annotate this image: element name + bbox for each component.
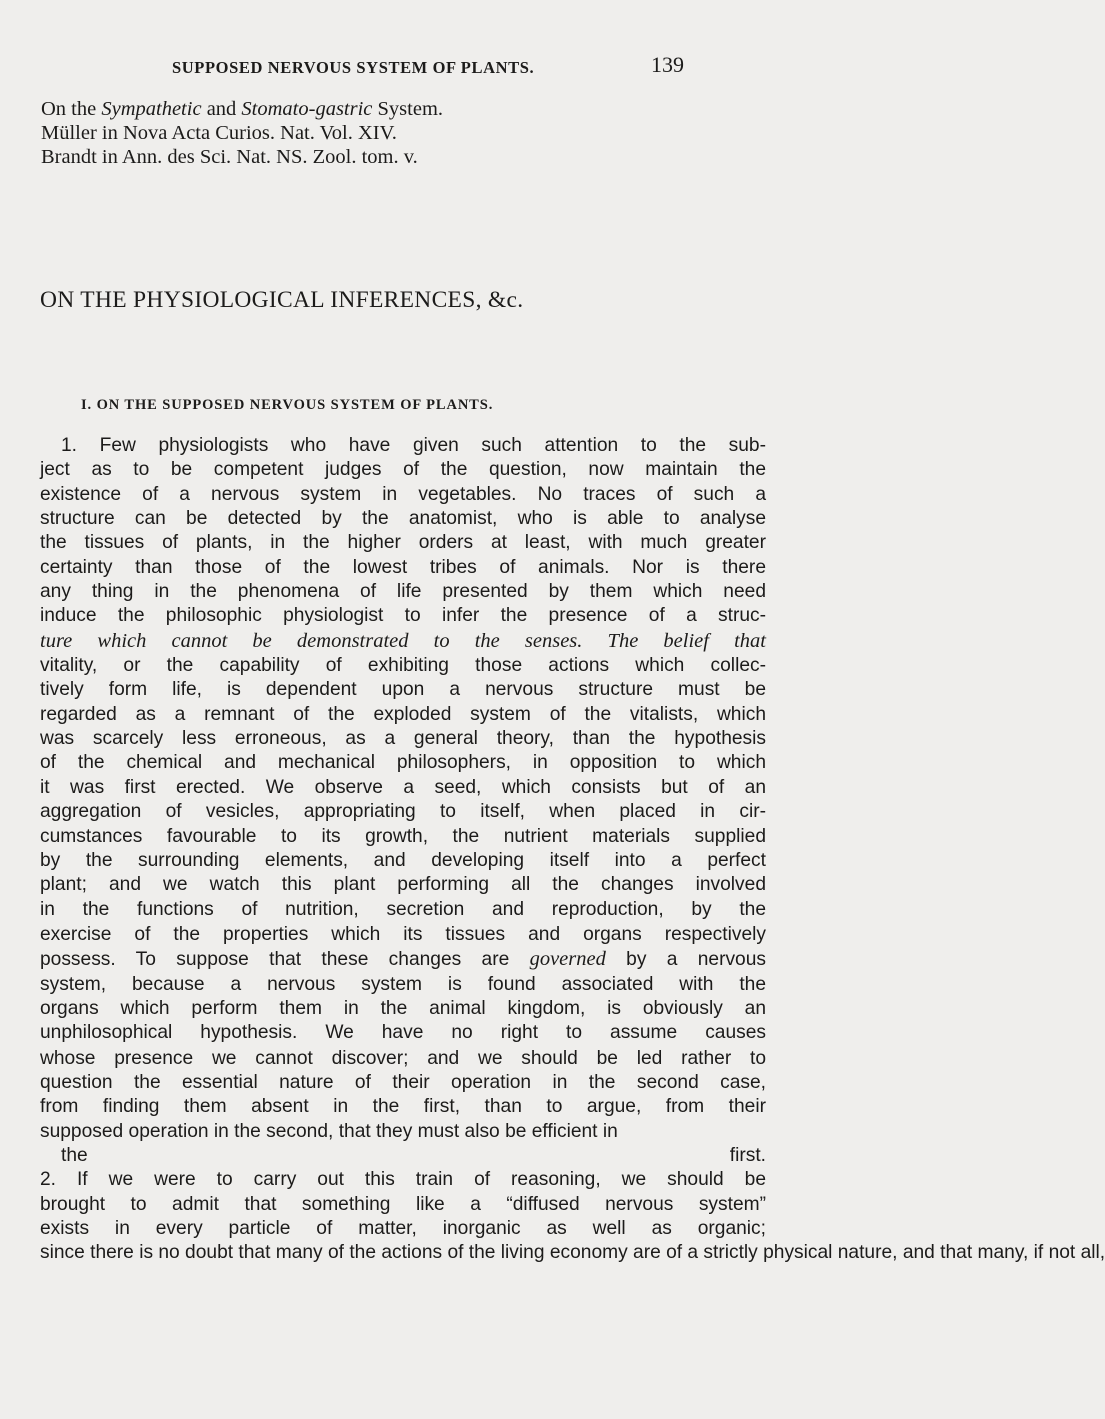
text-line: since there is no doubt that many of the actions of the living economy are of a strictly physical nature, and that many, if not all, xyxy=(40,1242,1105,1264)
text-line: induce the philosophic physiologist to infer the presence of a struc- xyxy=(40,605,766,627)
text-line: 1. Few physiologists who have given such attention to the sub- xyxy=(61,435,766,456)
text-line: exercise of the properties which its tissues and organs respectively xyxy=(40,923,766,945)
text-line: from finding them absent in the first, than to argue, from their xyxy=(40,1096,766,1118)
text-line: whose presence we cannot discover; and we should be led rather to xyxy=(40,1047,766,1069)
paragraph-2 xyxy=(40,1144,1105,1266)
text-line: possess. To suppose that these changes are governed by a nervous xyxy=(40,948,766,971)
text-line: organs which perform them in the animal kingdom, is obviously an xyxy=(40,997,766,1019)
text-line: 2. If we were to carry out this train of reasoning, we should be xyxy=(40,1169,766,1191)
reference-line: Brandt in Ann. des Sci. Nat. NS. Zool. tom. v. xyxy=(41,146,418,168)
text-line: of the chemical and mechanical philosophers, in opposition to which xyxy=(40,752,766,774)
text-line: unphilosophical hypothesis. We have no right to assume causes xyxy=(40,1022,766,1044)
text-line: it was first erected. We observe a seed, which consists but of an xyxy=(40,776,766,798)
page-number: 139 xyxy=(651,52,684,77)
text-line: ject as to be competent judges of the question, now maintain the xyxy=(40,459,766,481)
text-line: cumstances favourable to its growth, the nutrient materials supplied xyxy=(40,825,766,847)
paragraph-1 xyxy=(40,434,766,1144)
text-line: was scarcely less erroneous, as a general theory, than the hypothesis xyxy=(40,728,766,750)
text-line: by the surrounding elements, and developing itself into a perfect xyxy=(40,849,766,871)
text-line: supposed operation in the second, that they must also be efficient in xyxy=(40,1120,618,1142)
running-head: SUPPOSED NERVOUS SYSTEM OF PLANTS. xyxy=(172,58,535,77)
reference-list xyxy=(41,97,761,169)
text-line: exists in every particle of matter, inorganic as well as organic; xyxy=(40,1218,766,1239)
body-text xyxy=(40,434,1105,1266)
text-line: question the essential nature of their operation in the second case, xyxy=(40,1071,766,1093)
text-line: regarded as a remnant of the exploded system of the vitalists, which xyxy=(40,703,766,725)
section-heading: ON THE PHYSIOLOGICAL INFERENCES, &c. xyxy=(40,287,524,313)
text-line: in the functions of nutrition, secretion and reproduction, by the xyxy=(40,898,766,920)
text-line: ture which cannot be demonstrated to the senses. The belief that xyxy=(40,629,766,652)
text-line: brought to admit that something like a “diffused nervous system” xyxy=(40,1193,766,1215)
text-line: the first. xyxy=(61,1144,766,1166)
text-line: structure can be detected by the anatomist, who is able to analyse xyxy=(40,508,766,530)
text-line: the tissues of plants, in the higher orders at least, with much greater xyxy=(40,532,766,554)
text-line: plant; and we watch this plant performing all the changes involved xyxy=(40,874,766,896)
reference-line: On the Sympathetic and Stomato-gastric System. xyxy=(41,98,444,120)
text-line: existence of a nervous system in vegetables. No traces of such a xyxy=(40,483,766,505)
text-line: aggregation of vesicles, appropriating to itself, when placed in cir- xyxy=(40,801,766,823)
text-line: tively form life, is dependent upon a nervous structure must be xyxy=(40,679,766,701)
text-line: any thing in the phenomena of life presented by them which need xyxy=(40,581,766,603)
text-line: vitality, or the capability of exhibiting those actions which collec- xyxy=(40,655,766,677)
chapter-subheading: I. ON THE SUPPOSED NERVOUS SYSTEM OF PLANTS. xyxy=(81,397,494,413)
text-line: system, because a nervous system is found associated with the xyxy=(40,973,766,995)
text-line: certainty than those of the lowest tribes of animals. Nor is there xyxy=(40,556,766,578)
reference-line: Müller in Nova Acta Curios. Nat. Vol. XIV. xyxy=(41,122,397,144)
